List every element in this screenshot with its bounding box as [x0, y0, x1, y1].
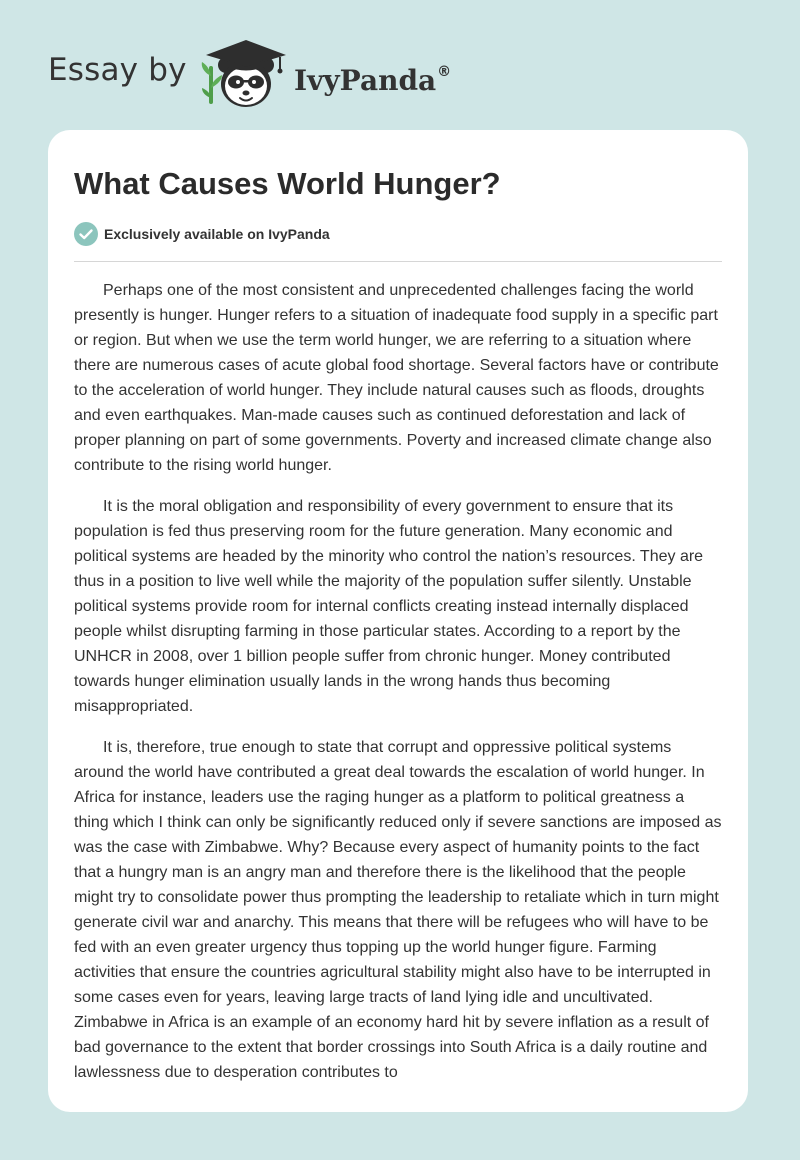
page-title: What Causes World Hunger?: [74, 166, 501, 201]
check-circle-icon: [74, 222, 98, 246]
registered-mark: ®: [437, 64, 452, 80]
panda-graduate-icon: [200, 36, 292, 110]
title-divider: [74, 261, 722, 262]
site-header: [0, 0, 800, 130]
brand-prefix: Essay by: [48, 52, 187, 88]
essay-body: [74, 278, 722, 1101]
paragraph: Perhaps one of the most consistent and unprecedented challenges facing the world presently is hunger. Hunger refers to a situation of inadequate food supply in a specific part or region. But when we use the term world hunger, we are referring to a situation where there are numerous cases of acute global food shortage. Several factors have or contribute to the acceleration of world hunger. They include natural causes such as floods, droughts and even earthquakes. Man-made causes such as continued deforestation and lack of proper planning on part of some governments. Poverty and increased climate change also contribute to the rising world hunger.: [74, 282, 719, 474]
paragraph: It is the moral obligation and responsibility of every government to ensure that its population is fed thus preserving room for the future generation. Many economic and political systems are headed by the minority who control the nation’s resources. They are thus in a position to live well while the majority of the population suffer silently. Unstable political systems provide room for internal conflicts creating instead internally displaced people whilst disrupting farming in those particular states. According to a report by the UNHCR in 2008, over 1 billion people suffer from chronic hunger. Money contributed towards hunger elimination usually lands in the wrong hands thus becoming misappropriated.: [74, 498, 704, 715]
paragraph: It is, therefore, true enough to state that corrupt and oppressive political systems around the world have contributed a great deal towards the escalation of world hunger. In Africa for instance, leaders use the raging hunger as a platform to political greatness a thing which I think can only be significantly reduced only if severe sanctions are imposed as was the case with Zimbabwe. Why? Because every aspect of humanity points to the fact that a hungry man is an angry man and therefore there is the likelihood that the people might try to consolidate power thus prompting the leadership to retaliate which in turn might generate civil war and anarchy. This means that there will be refugees who will have to be fed with an even greater urgency thus topping up the world hunger figure. Farming activities that ensure the countries agricultural stability might also have to be interrupted in some cases even for years, leaving large tracts of land lying idle and uncultivated. Zimbabwe in Africa is an example of an economy hard hit by severe inflation as a result of bad governance to the extent that border crossings into South Africa is a daily routine and lawlessness due to desperation contributes to: [74, 739, 722, 1081]
exclusive-badge: [74, 222, 330, 246]
exclusive-label: Exclusively available on IvyPanda: [104, 226, 330, 242]
essay-card: [48, 130, 748, 1112]
brand-name: IvyPanda®: [294, 64, 452, 97]
